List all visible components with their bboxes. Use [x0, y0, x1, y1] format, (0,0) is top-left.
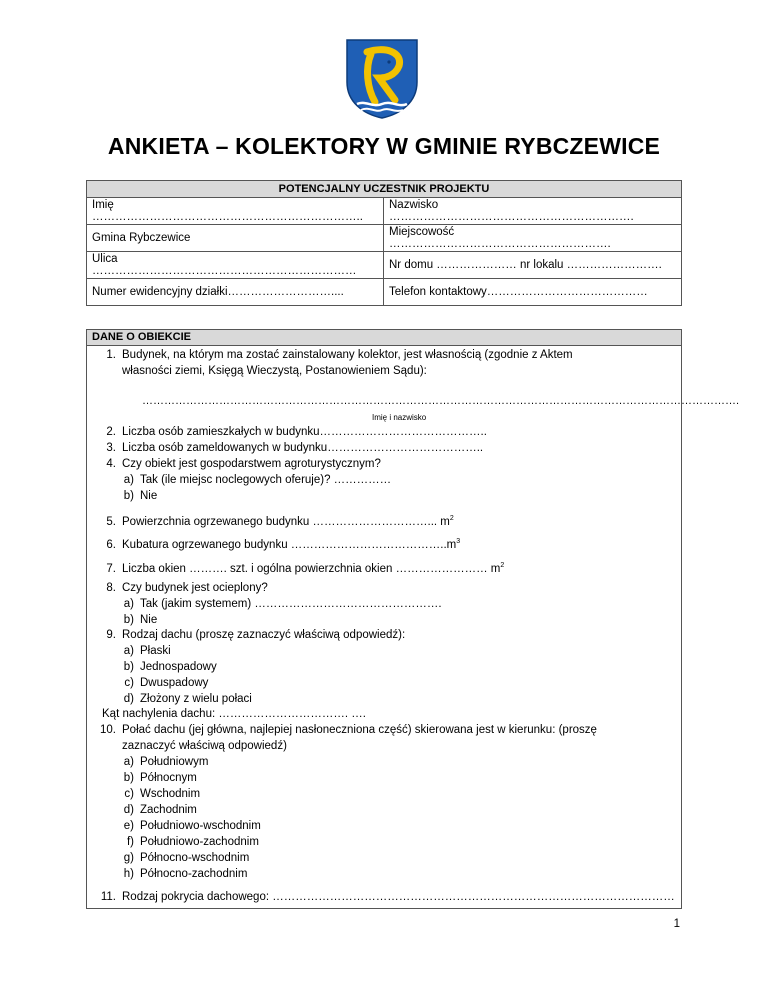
option-4a[interactable]: a) Tak (ile miejsc noclegowych oferuje)? ……………: [123, 474, 392, 486]
table-row: [87, 225, 682, 252]
coat-of-arms-icon: [345, 38, 419, 120]
question-5[interactable]: 5. Powierzchnia ogrzewanego budynku …………………………... $m^2$: [106, 515, 454, 528]
surname-field[interactable]: Nazwisko ……………………………………………………….: [384, 198, 682, 225]
option-10g[interactable]: g) Północno-wschodnim: [123, 852, 250, 864]
participant-header: POTENCJALNY UCZESTNIK PROJEKTU: [87, 181, 682, 198]
object-data-section: [86, 329, 740, 909]
option-10a[interactable]: a) Południowym: [123, 756, 209, 768]
participant-table: [86, 180, 682, 306]
question-4: 4. Czy obiekt jest gospodarstwem agroturystycznym?: [106, 458, 381, 470]
question-8: 8. Czy budynek jest ocieplony?: [106, 582, 268, 594]
question-1: 1. Budynek, na którym ma zostać zainstalowany kolektor, jest własnością (zgodnie z Aktem: [106, 349, 573, 361]
page-title: ANKIETA – KOLEKTORY W GMINIE RYBCZEWICE: [107, 133, 661, 159]
option-10b[interactable]: b) Północnym: [123, 772, 197, 784]
roof-angle-field[interactable]: Kąt nachylenia dachu: ……………………………. ….: [102, 708, 366, 720]
table-row: [87, 252, 682, 279]
house-number-field[interactable]: Nr domu ………………… nr lokalu …………………….: [384, 252, 682, 279]
table-row: [87, 198, 682, 225]
option-9d[interactable]: d) Złożony z wielu połaci: [123, 693, 252, 705]
option-9a[interactable]: a) Płaski: [123, 645, 171, 657]
owner-caption: Imię i nazwisko: [372, 413, 427, 422]
locality-field[interactable]: Miejscowość ………………………………………………….: [384, 225, 682, 252]
municipality-field: Gmina Rybczewice: [87, 225, 384, 252]
street-field[interactable]: Ulica ……………………………………………………………: [87, 252, 384, 279]
page-number: 1: [673, 918, 680, 930]
owner-name-field[interactable]: ……………………………………………………………………………………………………………………………………………….: [142, 395, 740, 407]
question-11[interactable]: 11. Rodzaj pokrycia dachowego: ……………………………………………………………………………………………: [100, 891, 675, 903]
question-10: 10. Połać dachu (jej główna, najlepiej nasłoneczniona część) skierowana jest w kierunku: (proszę: [100, 724, 597, 736]
option-9b[interactable]: b) Jednospadowy: [123, 661, 217, 673]
question-2[interactable]: 2. Liczba osób zamieszkałych w budynku……………………………………..: [106, 426, 487, 438]
first-name-field[interactable]: Imię ……………………………………………………………..: [87, 198, 384, 225]
question-6[interactable]: 6. Kubatura ogrzewanego budynku $\dots\dots\dots\dots\dots\dots\dots\dots\dots\dots\dots\dots\dots..m^3$: [106, 538, 461, 551]
plot-number-field[interactable]: Numer ewidencyjny działki………………………....: [87, 279, 384, 306]
option-4b[interactable]: b) Nie: [123, 490, 158, 502]
question-10-cont: zaznaczyć właściwą odpowiedź): [122, 740, 287, 752]
question-7[interactable]: 7. Liczba okien ………. szt. i ogólna powierzchnia okien …………………… $m^2$: [106, 562, 505, 575]
table-row: [87, 279, 682, 306]
object-header: DANE O OBIEKCIE: [87, 330, 681, 346]
option-10h[interactable]: h) Północno-zachodnim: [123, 868, 248, 880]
option-10d[interactable]: d) Zachodnim: [123, 804, 197, 816]
option-9c[interactable]: c) Dwuspadowy: [124, 677, 209, 689]
option-8b[interactable]: b) Nie: [123, 614, 158, 626]
phone-field[interactable]: Telefon kontaktowy……………………………………: [384, 279, 682, 306]
option-8a[interactable]: a) Tak (jakim systemem) ………………………………………….: [123, 598, 442, 610]
question-1-cont: własności ziemi, Księgą Wieczystą, Postanowieniem Sądu):: [122, 365, 427, 377]
question-3[interactable]: 3. Liczba osób zameldowanych w budynku…………………………………..: [106, 442, 484, 454]
option-10e[interactable]: e) Południowo-wschodnim: [123, 820, 261, 832]
option-10f[interactable]: f) Południowo-zachodnim: [126, 836, 259, 848]
option-10c[interactable]: c) Wschodnim: [124, 788, 201, 800]
question-9: 9. Rodzaj dachu (proszę zaznaczyć właściwą odpowiedź):: [106, 629, 406, 641]
